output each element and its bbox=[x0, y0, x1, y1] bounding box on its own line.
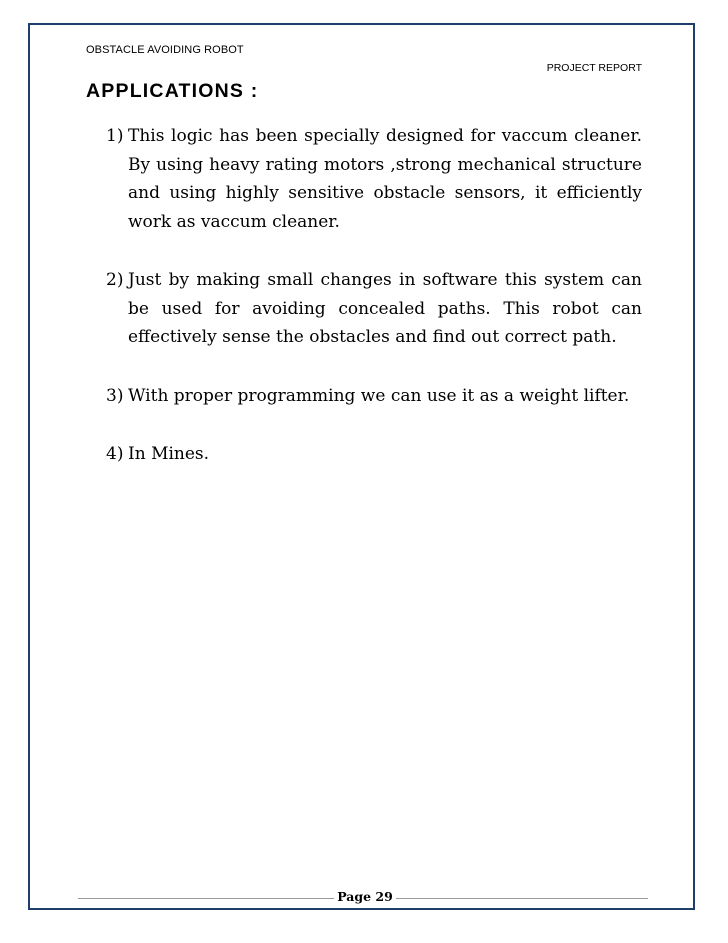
section-heading: APPLICATIONS : bbox=[86, 80, 259, 102]
header-document-title: OBSTACLE AVOIDING ROBOT bbox=[86, 44, 244, 56]
list-item bbox=[106, 382, 642, 411]
list-item bbox=[106, 266, 642, 352]
list-item bbox=[106, 122, 642, 236]
list-item-number: 2) bbox=[106, 270, 124, 290]
list-item-text: With proper programming we can use it as a weight lifter. bbox=[128, 385, 630, 406]
list-item bbox=[106, 440, 642, 469]
list-item-number: 3) bbox=[106, 385, 124, 406]
list-item-text: In Mines. bbox=[128, 444, 210, 464]
page-number: Page 29 bbox=[337, 889, 393, 904]
footer-rule-left bbox=[78, 898, 334, 899]
applications-list bbox=[106, 122, 642, 499]
footer-rule-right bbox=[396, 898, 648, 899]
list-item-text: This logic has been specially designed for vaccum cleaner. By using heavy rating motors ,strong mechanical structure and using highly sensitive obstacle sensors, it efficiently work as vaccum cleaner. bbox=[128, 126, 642, 232]
list-item-number: 1) bbox=[106, 126, 124, 146]
header-report-label: PROJECT REPORT bbox=[546, 62, 642, 74]
list-item-text: Just by making small changes in software this system can be used for avoiding concealed paths. This robot can effectively sense the obstacles and find out correct path. bbox=[128, 270, 642, 347]
list-item-number: 4) bbox=[106, 444, 124, 464]
